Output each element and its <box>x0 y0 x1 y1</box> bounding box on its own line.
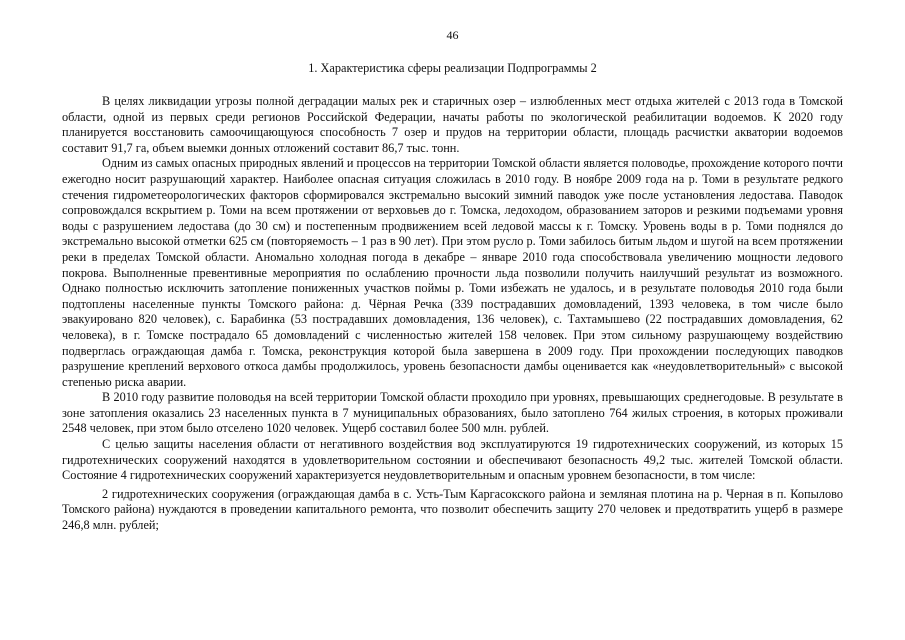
paragraph-flood-2010: Одним из самых опасных природных явлений и процессов на территории Томской области является половодье, прохождение которого почти ежегодно носит разрушающий характер. Наиболее опасная ситуация сложилась в 2010 году. В ноябре 2009 года на р. Томи в результате редкого стечения гидрометеорологических факторов сформировался экстремально высокий зимний паводок уже после установления ледостава. Паводок сопровождался вскрытием р. Томи на всем протяжении от верховьев до г. Томска, ледоходом, образованием заторов и резкими подъемами уровня воды с разрушением ледостава (до 30 см) и постепенным продвижением всей ледовой массы к г. Томску. Уровень воды в р. Томи поднялся до экстремально высокой отметки 625 см (повторяемость – 1 раз в 90 лет). При этом русло р. Томи забилось битым льдом и шугой на всем протяжении реки в пределах Томской области. Аномально холодная погода в декабре – январе 2010 года способствовала увеличению мощности ледового покрова. Выполненные превентивные мероприятия по ослаблению прочности льда позволили получить наилучший результат из возможного. Однако полностью исключить затопление пониженных участков поймы р. Томи избежать не удалось, и в результате половодья 2010 года были подтоплены населенные пункты Томского района: д. Чёрная Речка (339 пострадавших домовладений, 1393 человека, в том числе было эвакуировано 820 человек), с. Барабинка (53 пострадавших домовладения, 136 человек), с. Тахтамышево (22 пострадавших домовладения, 62 человека), в г. Томске пострадало 65 домовладений с численностью жителей 158 человек. При этом сильному разрушающему воздействию подверглась ограждающая дамба г. Томска, реконструкция которой была завершена в 2009 году. При прохождении последующих паводков разрушение креплений верхового откоса дамбы продолжилось, уровень безопасности дамбы оценивается как «неудовлетворительный» с высокой степенью риска аварии. <box>62 156 843 389</box>
page-number: 46 <box>446 28 459 42</box>
paragraph-hydraulic-structures: С целью защиты населения области от негативного воздействия вод эксплуатируются 19 гидротехнических сооружений, из которых 15 гидротехнических сооружений находятся в удовлетворительном состоянии и обеспечивают безопасность 49,2 тыс. жителей Томской области. Состояние 4 гидротехнических сооружений характеризуется неудовлетворительным и опасным уровнем безопасности, в том числе: <box>62 437 843 483</box>
section-title: 1. Характеристика сферы реализации Подпрограммы 2 <box>308 61 597 75</box>
body-text <box>62 94 843 534</box>
paragraph-repair-needs: 2 гидротехнических сооружения (ограждающая дамба в с. Усть-Тым Каргасокского района и земляная плотина на р. Черная в п. Копылово Томского района) нуждаются в проведении капитального ремонта, что позволит обеспечить защиту 270 человек и предотвратить ущерб в размере 246,8 млн. рублей; <box>62 486 843 533</box>
paragraph-flood-damage: В 2010 году развитие половодья на всей территории Томской области проходило при уровнях, превышающих среднегодовые. В результате в зоне затопления оказались 23 населенных пункта в 7 муниципальных образованиях, было затоплено 764 жилых строения, в которых проживали 2548 человек, при этом было отселено 1020 человек. Ущерб составил более 500 млн. рублей. <box>62 390 843 436</box>
paragraph-reservoir-rehabilitation: В целях ликвидации угрозы полной деградации малых рек и старичных озер – излюбленных мест отдыха жителей с 2013 года в Томской области, одной из первых среди регионов Российской Федерации, начаты работы по экологической реабилитации водоемов. К 2020 году планируется восстановить самоочищающуюся способность 7 озер и прудов на территории области, площадь расчистки акватории водоемов составит 91,7 га, объем выемки донных отложений составит 86,7 тыс. тонн. <box>62 94 843 155</box>
